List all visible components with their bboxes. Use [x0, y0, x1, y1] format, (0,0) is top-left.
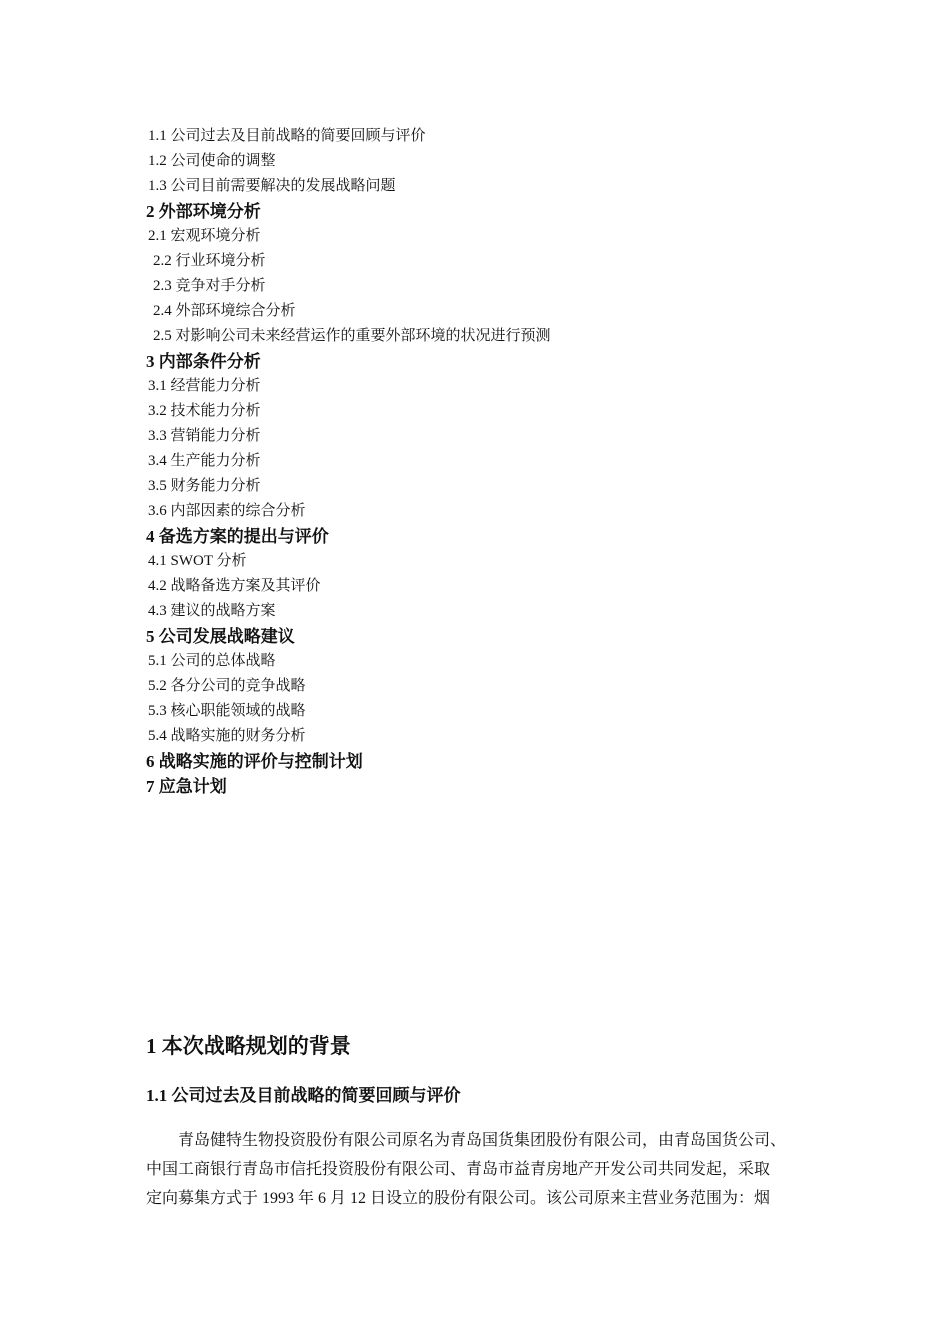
toc-chapter-entry: 7 应急计划: [146, 777, 227, 796]
section-title: 1 本次战略规划的背景: [146, 1034, 351, 1058]
toc-chapter-entry: 5 公司发展战略建议: [146, 627, 295, 646]
toc-section-entry: 2.3 竞争对手分析: [153, 278, 266, 294]
subsection-title: 1.1 公司过去及目前战略的简要回顾与评价: [146, 1086, 461, 1105]
paragraph-line: 定向募集方式于 1993 年 6 月 12 日设立的股份有限公司。该公司原来主营业务范围为：烟: [146, 1190, 771, 1207]
toc-section-entry: 4.3 建议的战略方案: [148, 603, 276, 619]
toc-section-entry: 2.1 宏观环境分析: [148, 228, 261, 244]
table-of-contents: [146, 124, 846, 799]
toc-section-entry: 1.2 公司使命的调整: [148, 153, 276, 169]
toc-section-entry: 1.1 公司过去及目前战略的简要回顾与评价: [148, 128, 426, 144]
toc-section-entry: 3.5 财务能力分析: [148, 478, 261, 494]
toc-section-entry: 2.4 外部环境综合分析: [153, 303, 296, 319]
toc-section-entry: 3.2 技术能力分析: [148, 403, 261, 419]
toc-section-entry: 2.5 对影响公司未来经营运作的重要外部环境的状况进行预测: [153, 328, 551, 344]
toc-section-entry: 3.3 营销能力分析: [148, 428, 261, 444]
toc-section-entry: 5.2 各分公司的竞争战略: [148, 678, 306, 694]
toc-section-entry: 3.6 内部因素的综合分析: [148, 503, 306, 519]
toc-section-entry: 2.2 行业环境分析: [153, 253, 266, 269]
toc-chapter-entry: 3 内部条件分析: [146, 352, 261, 371]
toc-section-entry: 1.3 公司目前需要解决的发展战略问题: [148, 178, 396, 194]
toc-section-entry: 3.1 经营能力分析: [148, 378, 261, 394]
toc-section-entry: 4.2 战略备选方案及其评价: [148, 578, 321, 594]
body-paragraph: [146, 1126, 808, 1213]
toc-chapter-entry: 6 战略实施的评价与控制计划: [146, 752, 363, 771]
toc-section-entry: 5.1 公司的总体战略: [148, 653, 276, 669]
toc-section-entry: 3.4 生产能力分析: [148, 453, 261, 469]
toc-section-entry: 5.4 战略实施的财务分析: [148, 728, 306, 744]
toc-chapter-entry: 2 外部环境分析: [146, 202, 261, 221]
toc-section-entry: 4.1 SWOT 分析: [148, 553, 247, 569]
toc-section-entry: 5.3 核心职能领域的战略: [148, 703, 306, 719]
paragraph-line: 青岛健特生物投资股份有限公司原名为青岛国货集团股份有限公司，由青岛国货公司、: [178, 1132, 787, 1149]
toc-chapter-entry: 4 备选方案的提出与评价: [146, 527, 329, 546]
paragraph-line: 中国工商银行青岛市信托投资股份有限公司、青岛市益青房地产开发公司共同发起，采取: [146, 1161, 771, 1178]
